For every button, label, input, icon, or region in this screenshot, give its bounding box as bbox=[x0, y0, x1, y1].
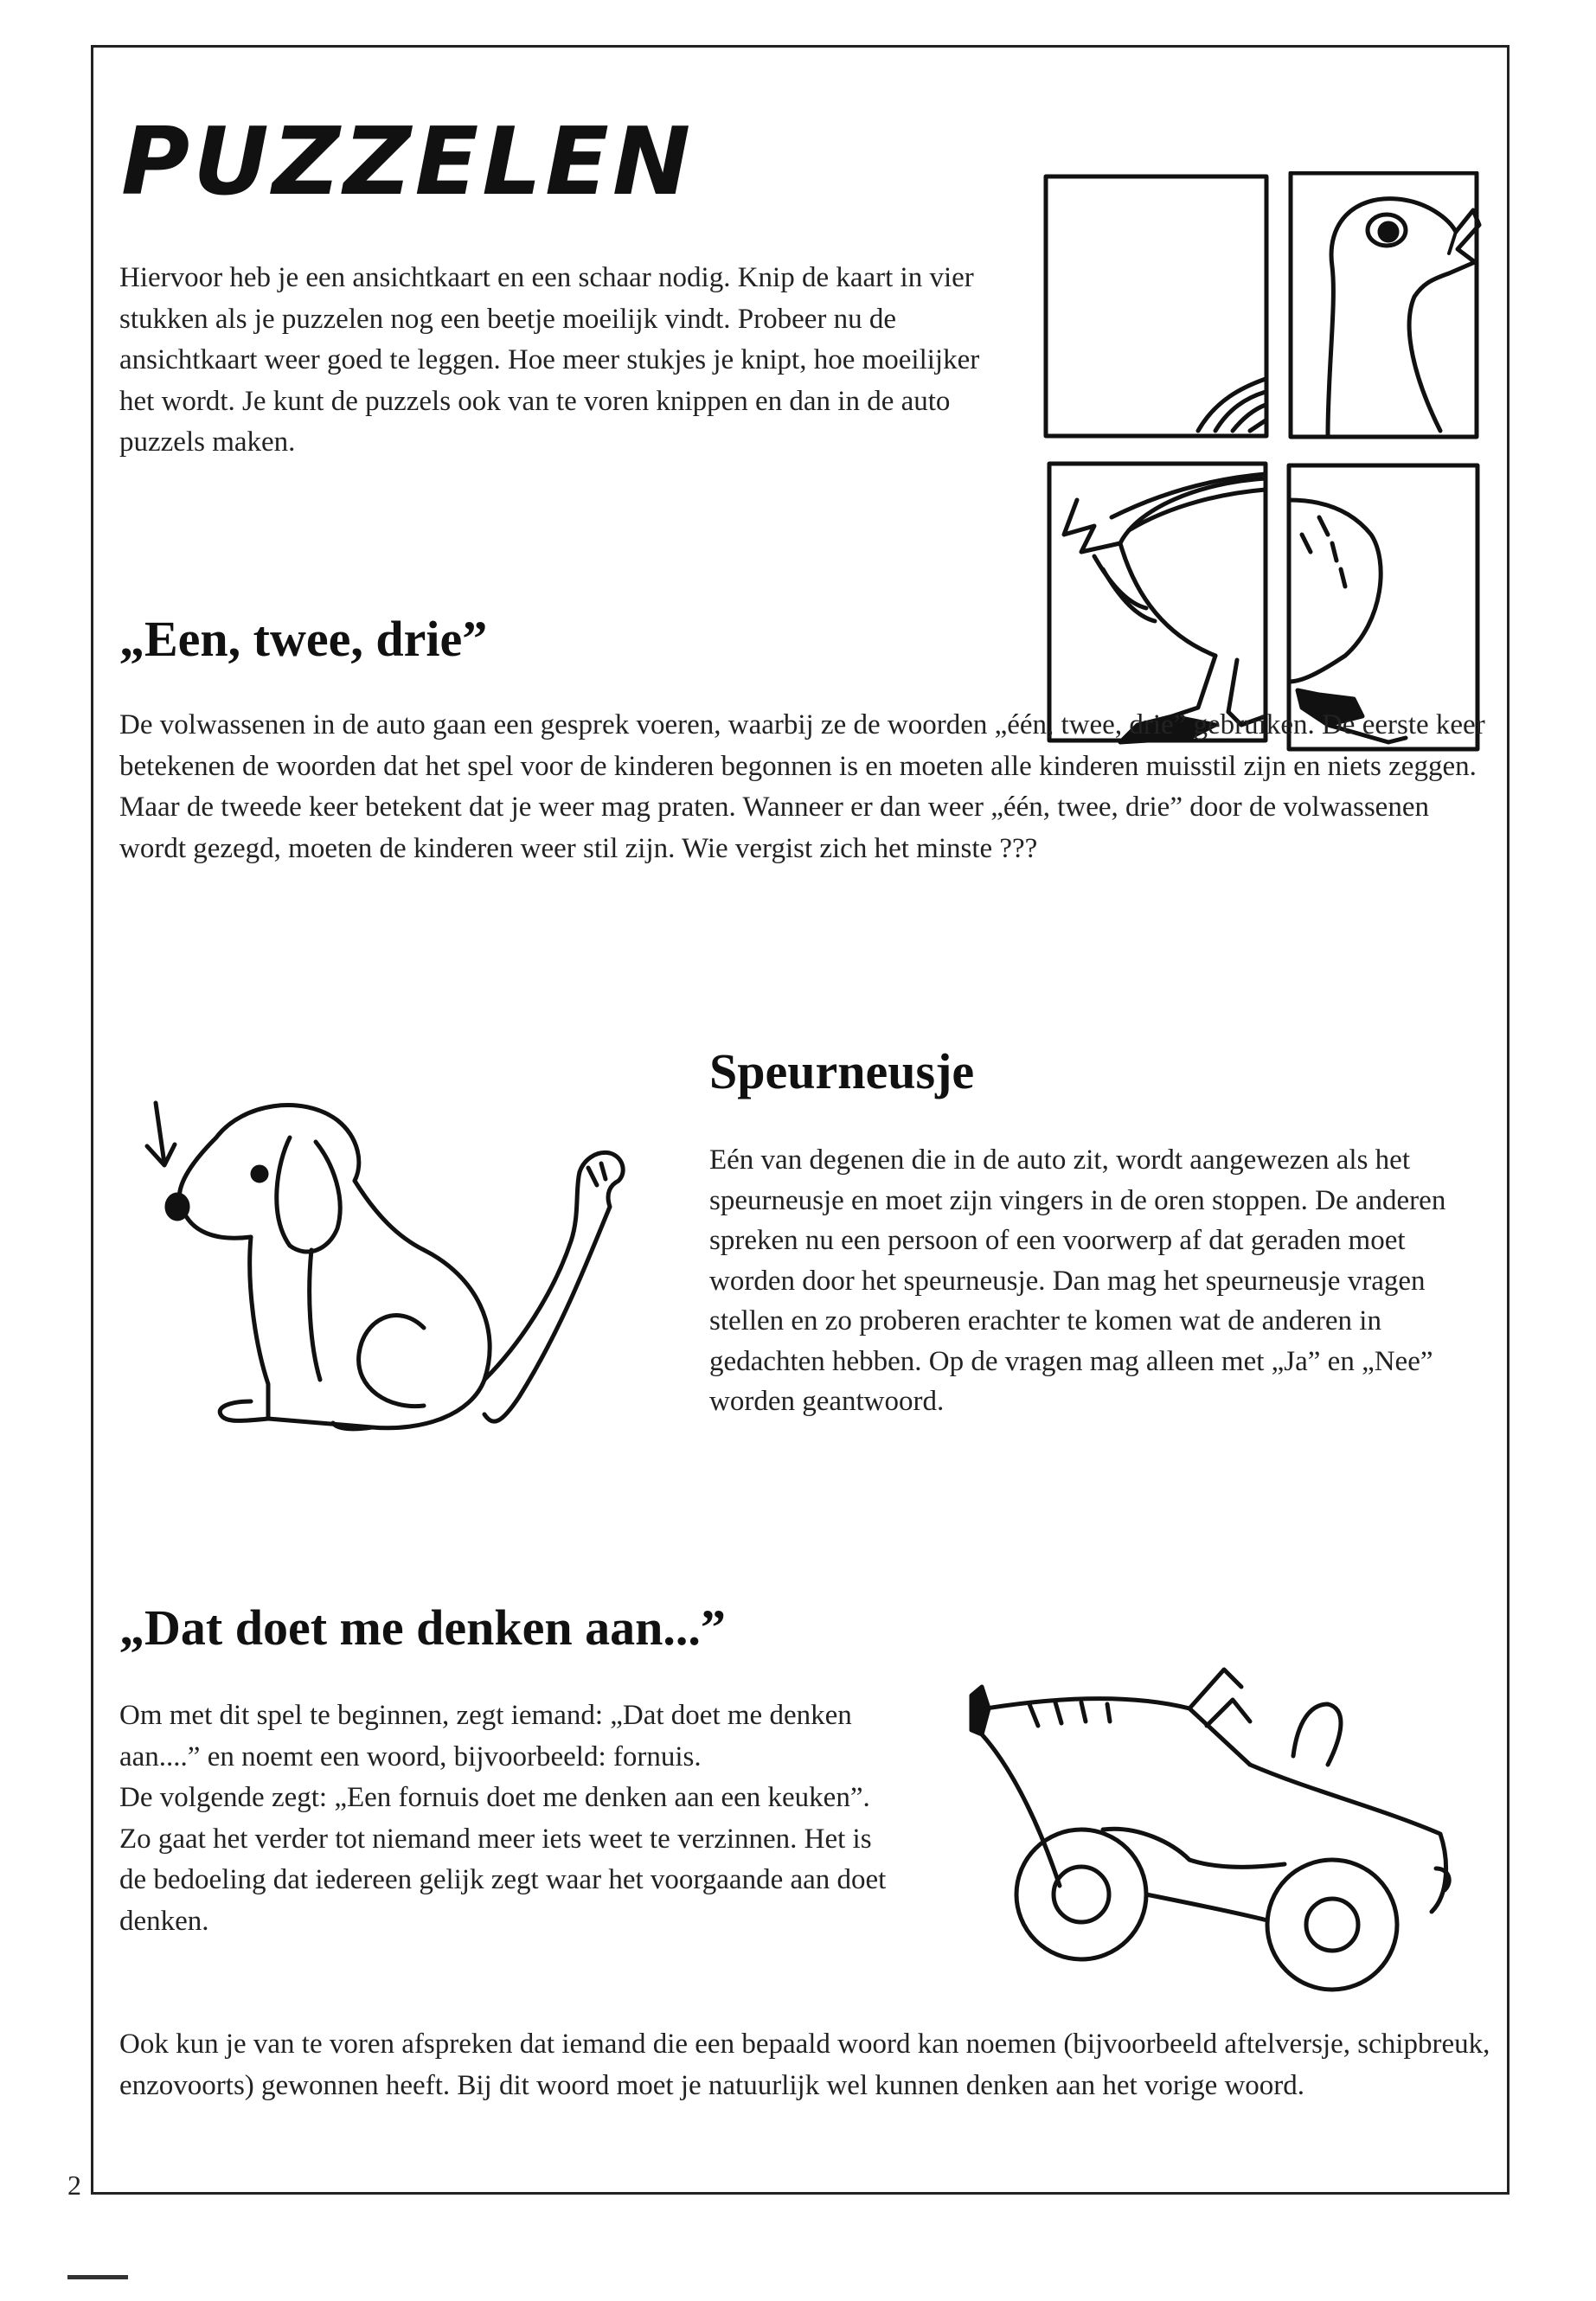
een-twee-drie-text: De volwassenen in de auto gaan een gesprek voeren, waarbij ze de woorden „één, twee, drie” gebruiken. De eerste keer betekenen de woorden dat het spel voor de kinderen begonnen is en moeten alle kinderen muisstil zijn en niets zeggen. Maar de tweede keer betekent dat je weer mag praten. Wanneer er dan weer „één, twee, drie” door de volwassenen wordt gezegd, moeten de kinderen weer stil zijn. Wie vergist zich het minste ??? bbox=[119, 709, 1485, 864]
page-number: 2 bbox=[67, 2170, 81, 2201]
speurneusje-heading: Speurneusje bbox=[709, 1043, 975, 1099]
speurneusje-text: Eén van degenen die in de auto zit, wordt aangewezen als het speurneusje en moet zijn vingers in de oren stoppen. De anderen spreken nu een persoon of een voorwerp af dat geraden moet worden door het speurneusje. Dan mag het speurneusje vragen stellen en zo proberen erachter te komen wat de anderen in gedachten hebben. Op de vragen mag alleen met „Ja” en „Nee” worden geantwoord. bbox=[709, 1144, 1446, 1417]
dat-doet-text-block-top bbox=[119, 1695, 898, 1942]
puzzle-piece-bottom-left bbox=[1049, 464, 1266, 740]
dat-doet-paragraph-2: De volgende zegt: „Een fornuis doet me denken aan een keuken”. bbox=[119, 1782, 870, 1813]
dat-doet-paragraph-4: Ook kun je van te voren afspreken dat iemand die een bepaald woord kan noemen (bijvoorbeeld aftelversje, schipbreuk, enzovoorts) gewonnen heeft. Bij dit woord moet je natuurlijk wel kunnen denken aan het vorige woord. bbox=[119, 2029, 1490, 2101]
dat-doet-text-block-bottom bbox=[119, 2024, 1495, 2106]
speurneusje-text-block bbox=[709, 1140, 1484, 1422]
puzzelen-text-block bbox=[119, 258, 1002, 464]
dat-doet-paragraph-1: Om met dit spel te beginnen, zegt iemand: „Dat doet me denken aan....” en noemt een woord, bijvoorbeeld: fornuis. bbox=[119, 1700, 852, 1772]
dat-doet-paragraph-3: Zo gaat het verder tot niemand meer iets weet te verzinnen. Het is de bedoeling dat iedereen gelijk zegt waar het voorgaande aan doet denken. bbox=[119, 1823, 887, 1937]
puzzle-piece-top-left bbox=[1046, 176, 1266, 436]
puzzelen-text: Hiervoor heb je een ansichtkaart en een schaar nodig. Knip de kaart in vier stukken als je puzzelen nog een beetje moeilijk vindt. Probeer nu de ansichtkaart weer goed te leggen. Hoe meer stukjes je knipt, hoe moeilijker het wordt. Je kunt de puzzels ook van te voren knippen en dan in de auto puzzels maken. bbox=[119, 262, 980, 458]
een-twee-drie-heading: „Een, twee, drie” bbox=[119, 611, 488, 667]
jeep-illustration bbox=[965, 1661, 1466, 1994]
page-title: PUZZELEN bbox=[121, 108, 695, 216]
dat-doet-heading: „Dat doet me denken aan...” bbox=[119, 1599, 726, 1656]
bottom-rule bbox=[67, 2275, 128, 2279]
goose-puzzle-illustration bbox=[1042, 171, 1484, 753]
een-twee-drie-text-block bbox=[119, 705, 1486, 869]
dog-illustration bbox=[138, 1086, 683, 1449]
